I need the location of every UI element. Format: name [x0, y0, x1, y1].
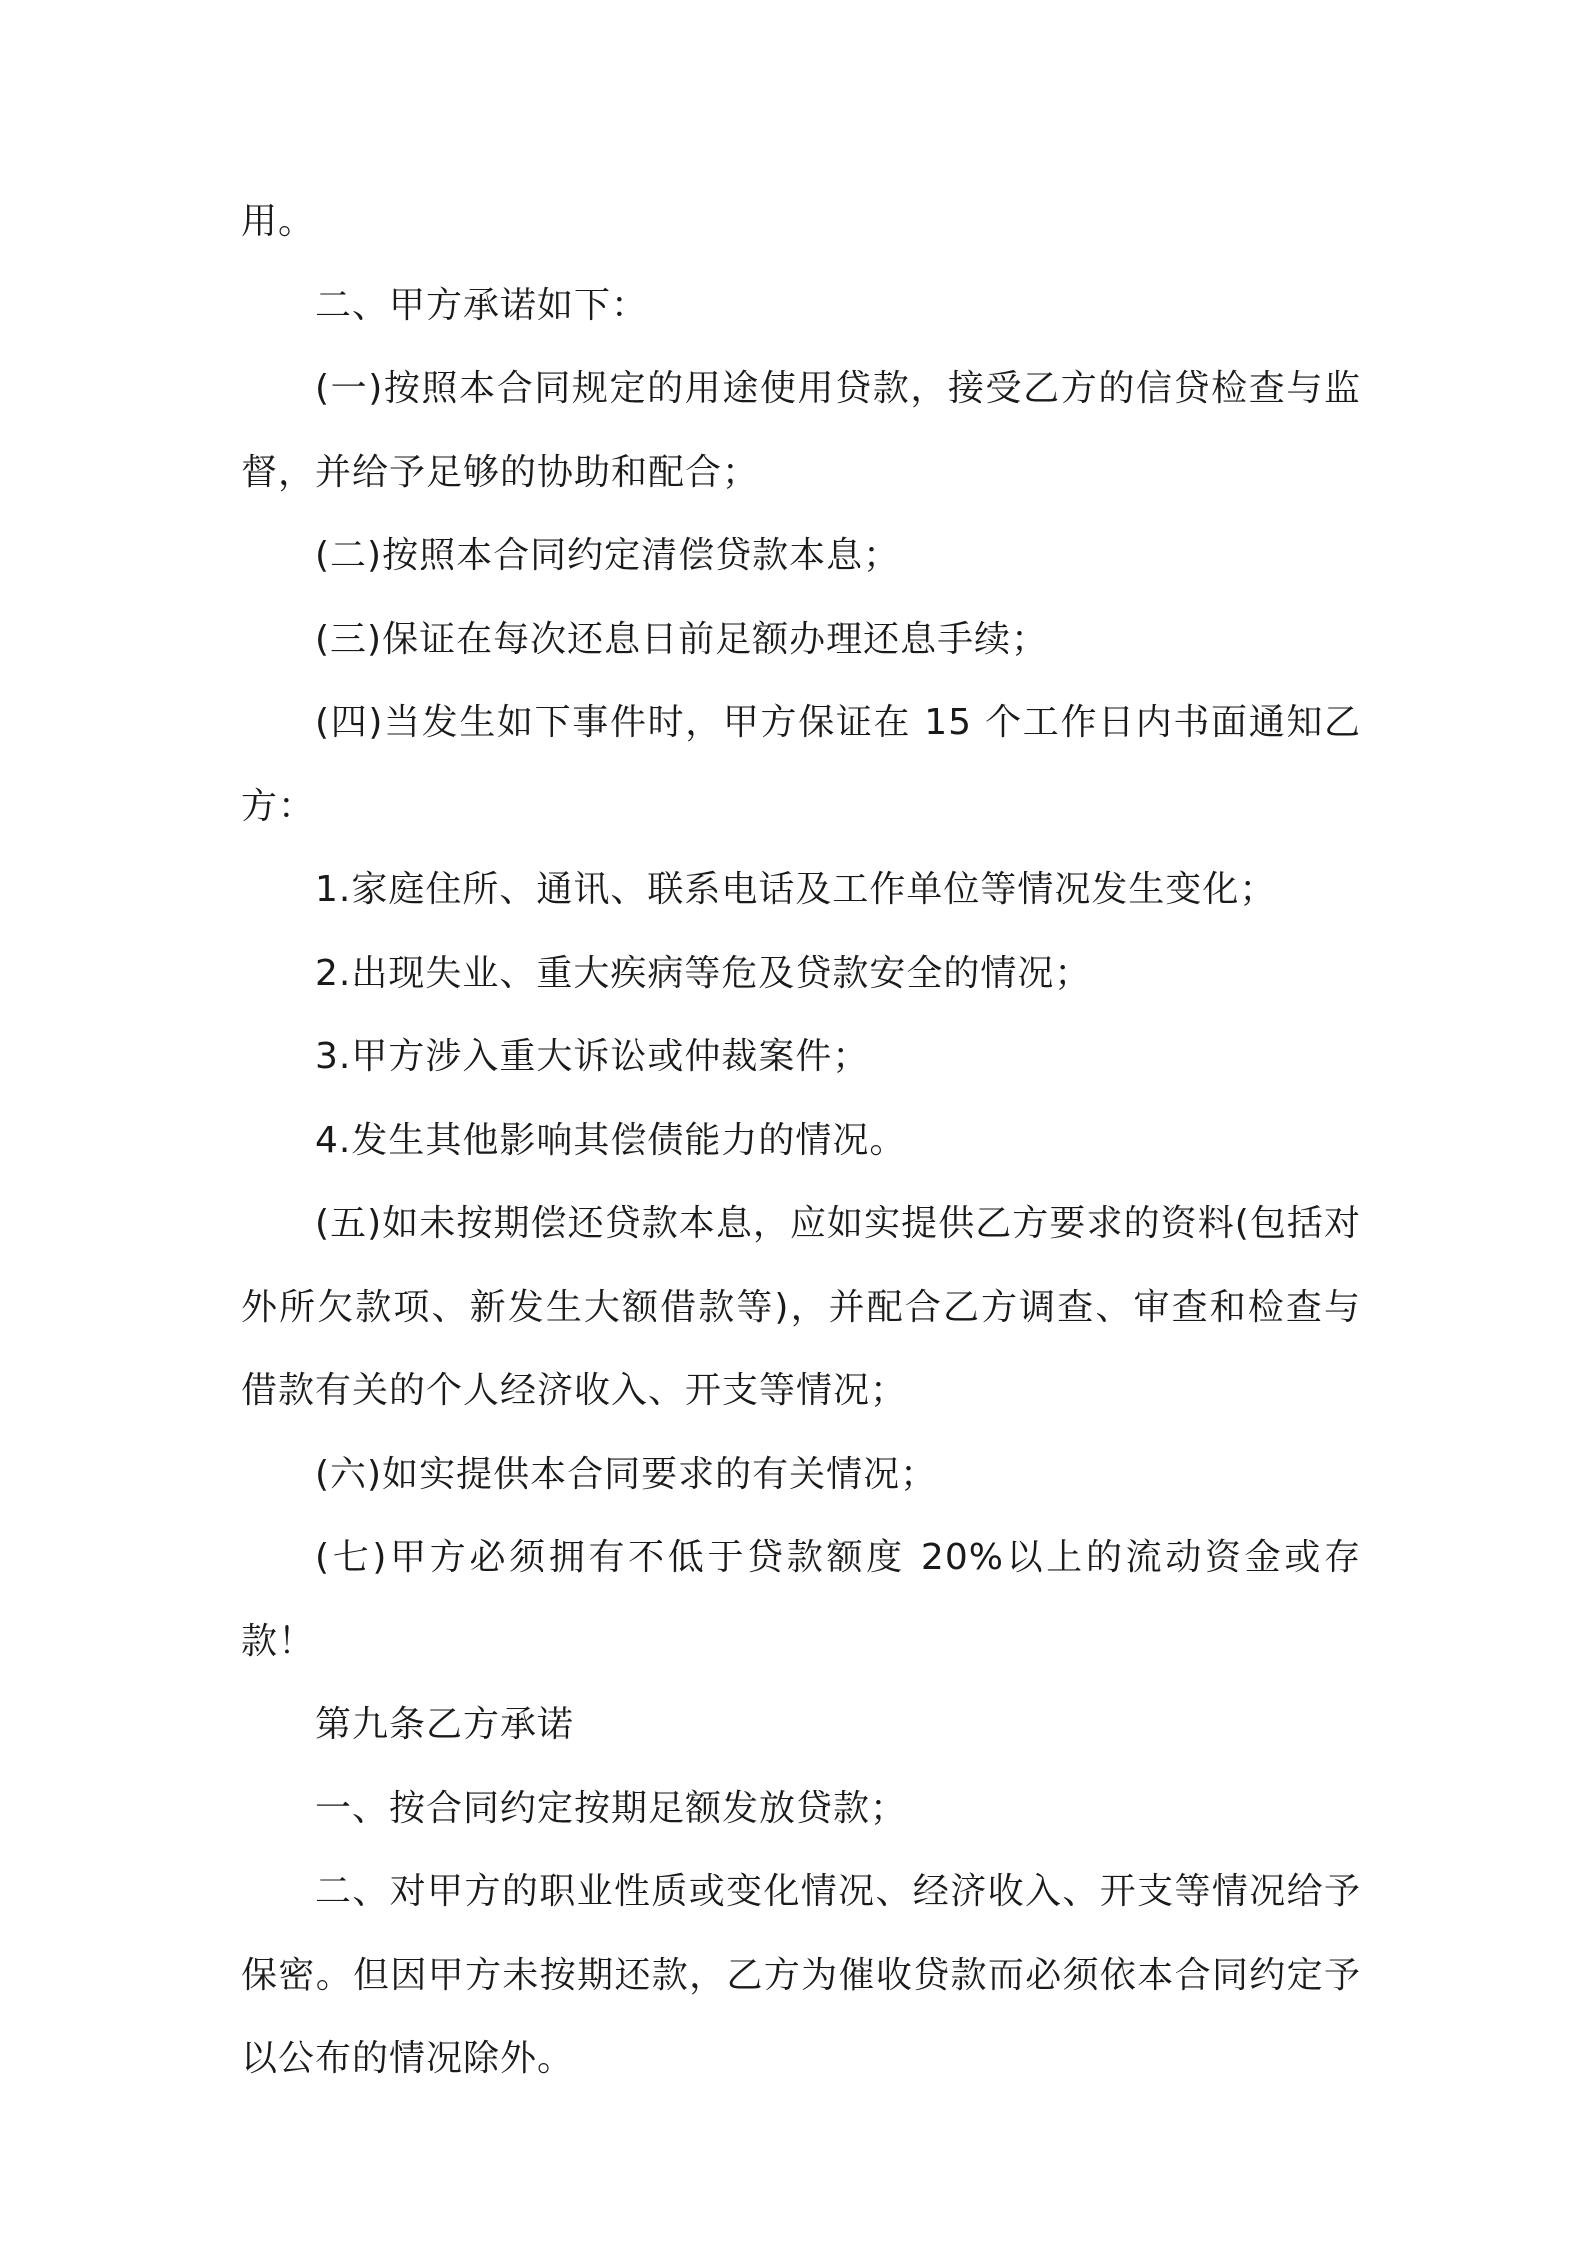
paragraph-subitem-3: 3.甲方涉入重大诉讼或仲裁案件； — [315, 1036, 870, 1077]
paragraph-item-2: (二)按照本合同约定清偿贷款本息； — [315, 535, 901, 576]
paragraph-subitem-2: 2.出现失业、重大疾病等危及贷款安全的情况； — [315, 952, 1092, 994]
paragraph-item-1: (一)按照本合同规定的用途使用贷款，接受乙方的信贷检查与监督，并给予足够的协助和配合； — [241, 368, 1361, 493]
paragraph-subitem-4: 4.发生其他影响其偿债能力的情况。 — [315, 1119, 907, 1161]
paragraph-item-5: (五)如未按期偿还贷款本息，应如实提供乙方要求的资料(包括对外所欠款项、新发生大额借款等)，并配合乙方调查、审查和检查与借款有关的个人经济收入、开支等情况； — [241, 1203, 1361, 1411]
document-body — [241, 180, 1361, 2101]
paragraph-item-3: (三)保证在每次还息日前足额办理还息手续； — [315, 618, 1049, 660]
paragraph-item-7: (七)甲方必须拥有不低于贷款额度 20%以上的流动资金或存款！ — [241, 1537, 1361, 1662]
article-heading-party-b-commitments: 第九条乙方承诺 — [315, 1704, 575, 1745]
section-heading-party-a-commitments: 二、甲方承诺如下： — [315, 284, 649, 326]
paragraph-item-4: (四)当发生如下事件时，甲方保证在 15 个工作日内书面通知乙方： — [241, 702, 1361, 827]
paragraph-party-b-item-1: 一、按合同约定按期足额发放贷款； — [315, 1787, 908, 1829]
paragraph-continuation: 用。 — [241, 201, 316, 242]
paragraph-subitem-1: 1.家庭住所、通讯、联系电话及工作单位等情况发生变化； — [315, 869, 1277, 910]
paragraph-party-b-item-2: 二、对甲方的职业性质或变化情况、经济收入、开支等情况给予保密。但因甲方未按期还款，乙方为催收贷款而必须依本合同约定予以公布的情况除外。 — [241, 1871, 1361, 2079]
paragraph-item-6: (六)如实提供本合同要求的有关情况； — [315, 1453, 938, 1495]
